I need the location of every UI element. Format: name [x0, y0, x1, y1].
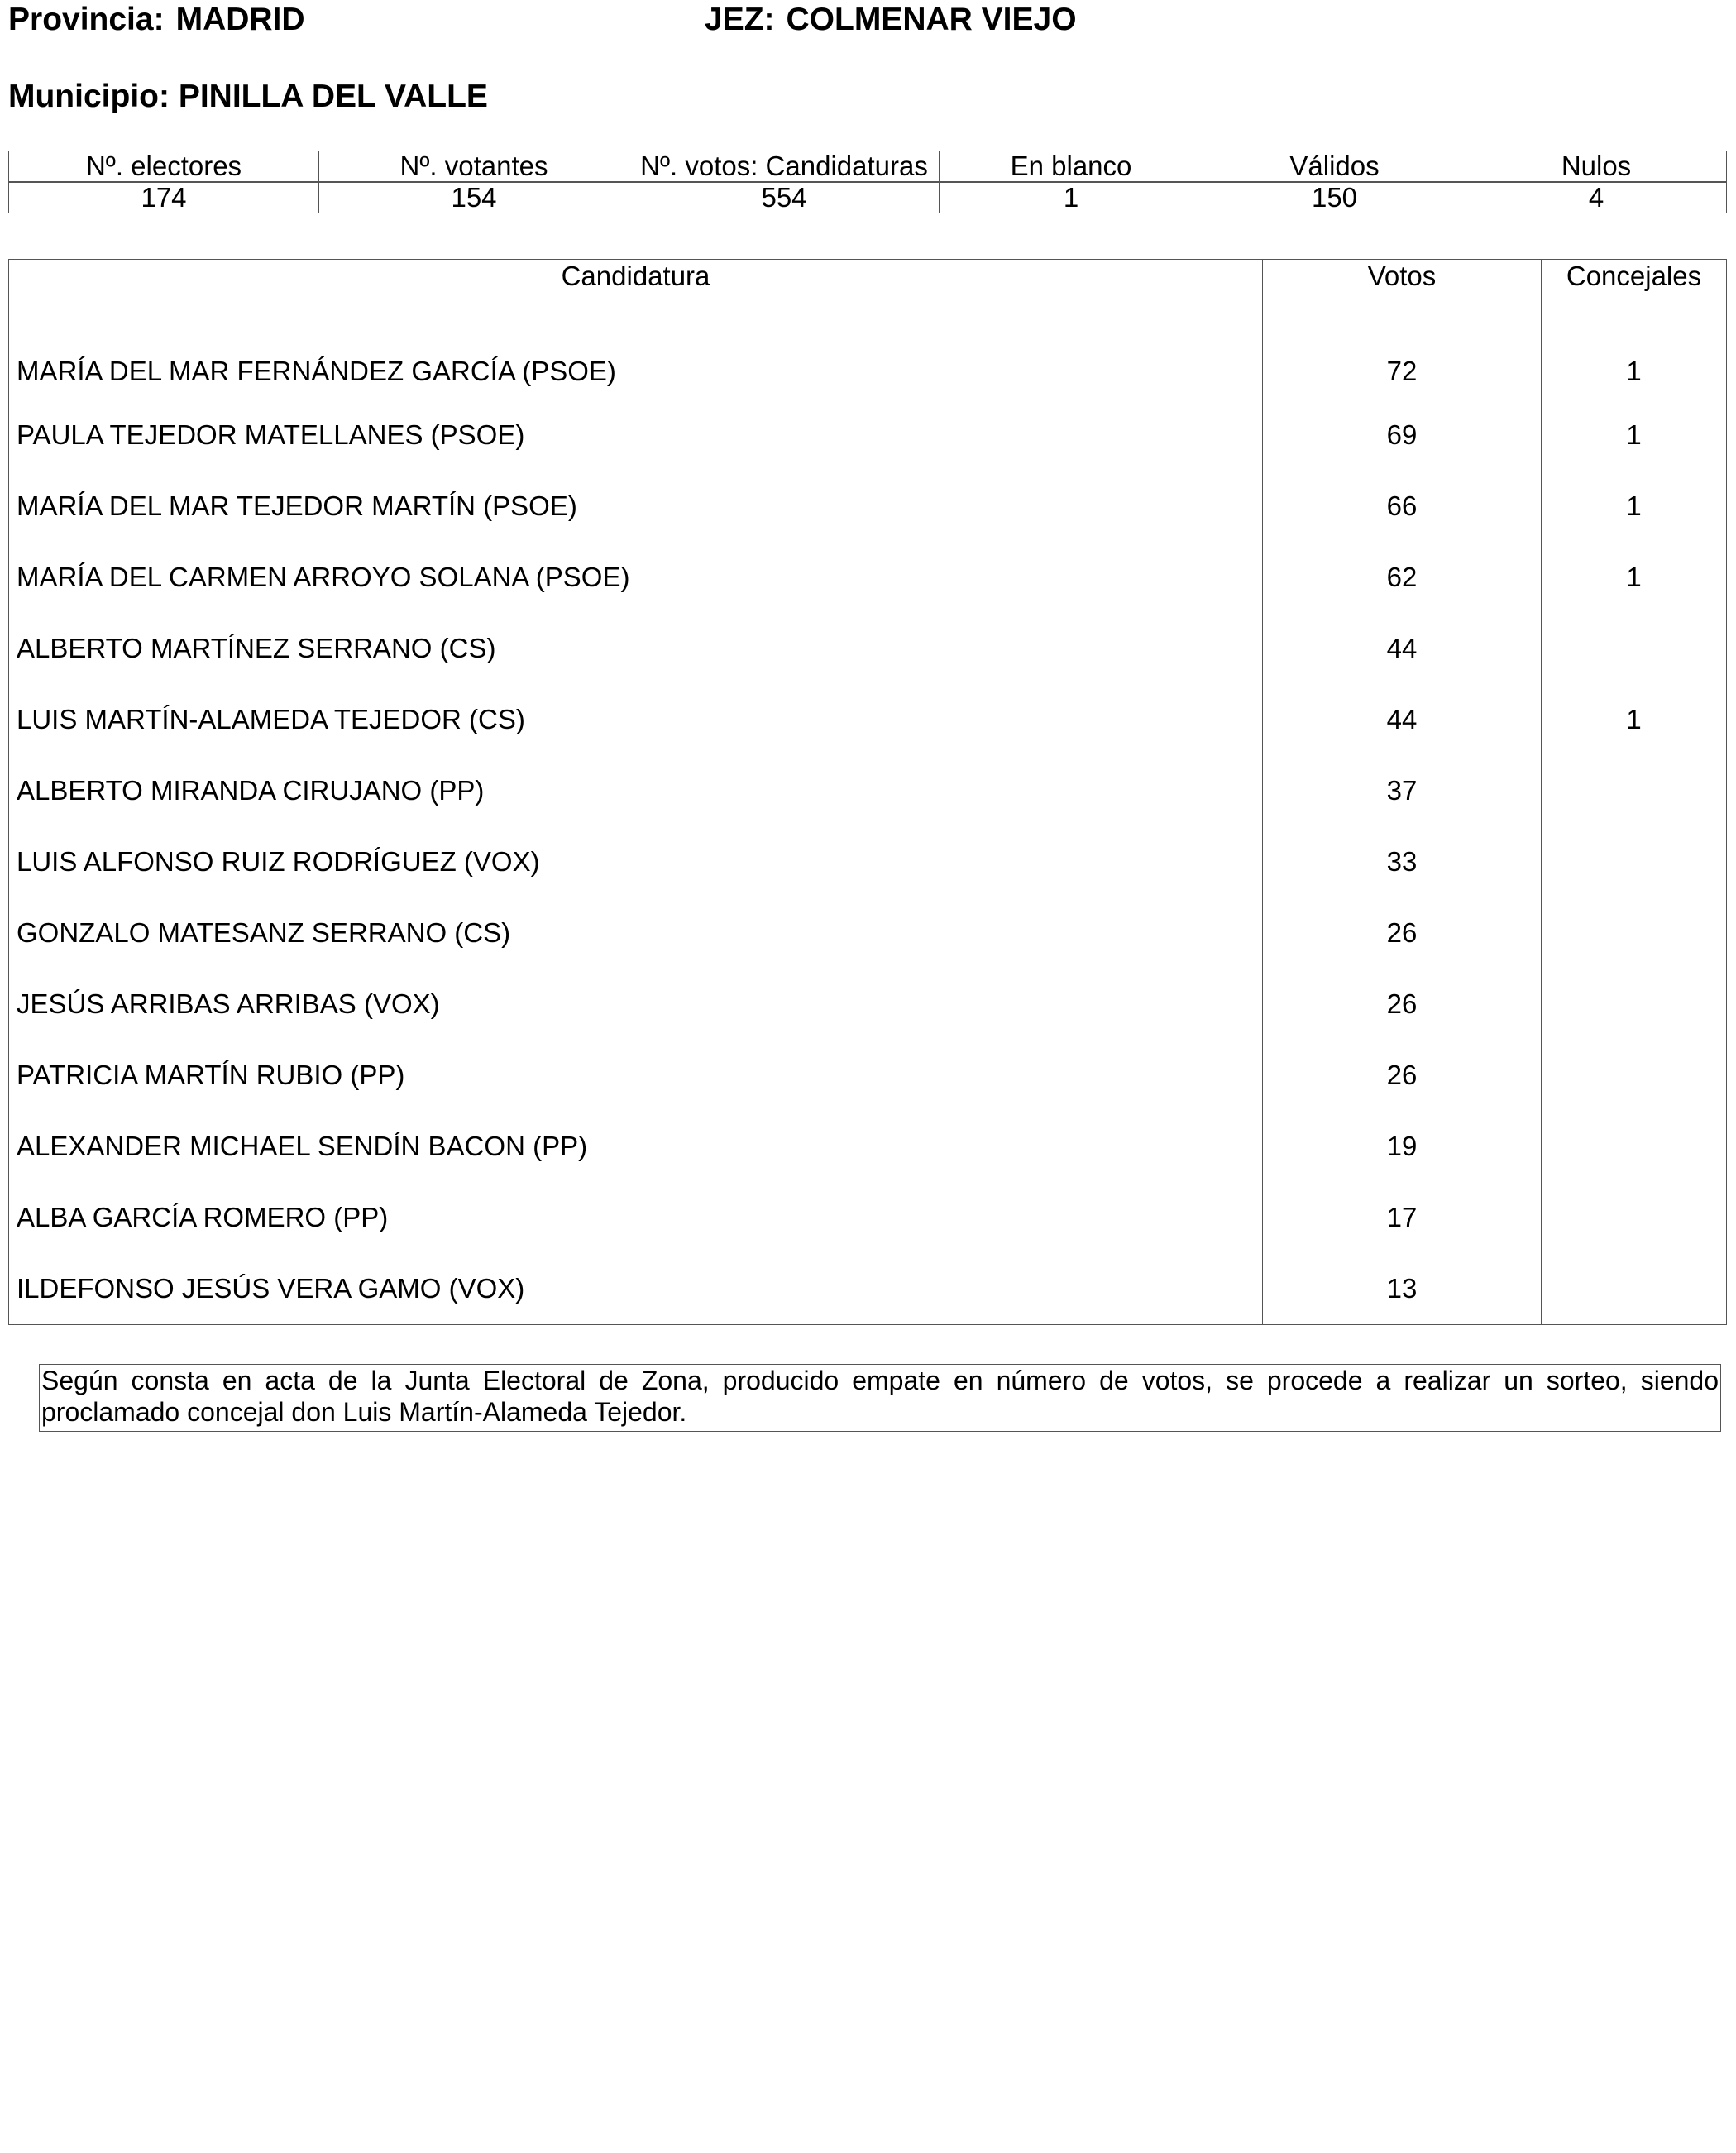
candidate-row	[9, 400, 1727, 471]
candidate-votes: 66	[1263, 471, 1542, 542]
candidate-row	[9, 684, 1727, 755]
summary-header-cell: Nulos	[1466, 151, 1727, 182]
summary-value-cell: 4	[1466, 183, 1727, 213]
provincia-heading	[8, 0, 305, 40]
candidate-concejales	[1542, 897, 1727, 969]
summary-header-cell: Nº. votos: Candidaturas	[629, 151, 940, 182]
candidate-name: MARÍA DEL CARMEN ARROYO SOLANA (PSOE)	[9, 542, 1263, 613]
candidate-votes: 17	[1263, 1182, 1542, 1253]
municipio-value: PINILLA DEL VALLE	[178, 79, 488, 114]
summary-value-cell: 154	[319, 183, 629, 213]
candidate-row	[9, 1182, 1727, 1253]
candidate-concejales: 1	[1542, 400, 1727, 471]
candidate-votes: 26	[1263, 1040, 1542, 1111]
candidate-row	[9, 897, 1727, 969]
candidate-concejales	[1542, 1040, 1727, 1111]
candidate-row	[9, 755, 1727, 826]
candidate-row	[9, 1040, 1727, 1111]
tie-note: Según consta en acta de la Junta Electoral de Zona, producido empate en número de votos, se procede a realizar un sorteo, siendo proclamado concejal don Luis Martín-Alameda Tejedor.	[39, 1364, 1721, 1432]
candidate-row	[9, 542, 1727, 613]
candidate-row	[9, 613, 1727, 684]
candidate-row	[9, 328, 1727, 400]
candidate-row	[9, 826, 1727, 897]
candidate-votes: 19	[1263, 1111, 1542, 1182]
candidate-name: LUIS MARTÍN-ALAMEDA TEJEDOR (CS)	[9, 684, 1263, 755]
candidate-votes: 33	[1263, 826, 1542, 897]
candidate-votes: 62	[1263, 542, 1542, 613]
candidate-name: MARÍA DEL MAR FERNÁNDEZ GARCÍA (PSOE)	[9, 328, 1263, 400]
concejales-header: Concejales	[1542, 260, 1727, 328]
provincia-label: Provincia:	[8, 2, 165, 37]
provincia-value: MADRID	[175, 2, 305, 37]
summary-header-row	[9, 151, 1727, 182]
candidate-row	[9, 471, 1727, 542]
candidates-header-row	[9, 260, 1727, 328]
summary-value-cell: 174	[9, 183, 319, 213]
candidates-table	[8, 259, 1727, 1325]
candidate-votes: 69	[1263, 400, 1542, 471]
summary-header-cell: Válidos	[1203, 151, 1466, 182]
summary-value-cell: 150	[1203, 183, 1466, 213]
jez-value: COLMENAR VIEJO	[786, 2, 1077, 37]
candidate-votes: 26	[1263, 897, 1542, 969]
candidate-votes: 13	[1263, 1253, 1542, 1325]
candidate-concejales	[1542, 1182, 1727, 1253]
candidate-name: GONZALO MATESANZ SERRANO (CS)	[9, 897, 1263, 969]
candidate-concejales	[1542, 755, 1727, 826]
candidate-concejales: 1	[1542, 328, 1727, 400]
candidate-concejales	[1542, 613, 1727, 684]
candidate-name: JESÚS ARRIBAS ARRIBAS (VOX)	[9, 969, 1263, 1040]
summary-table	[8, 151, 1727, 213]
candidate-votes: 26	[1263, 969, 1542, 1040]
candidate-name: ALBA GARCÍA ROMERO (PP)	[9, 1182, 1263, 1253]
candidate-concejales	[1542, 826, 1727, 897]
candidate-votes: 37	[1263, 755, 1542, 826]
municipio-heading	[8, 77, 488, 117]
candidate-concejales	[1542, 1111, 1727, 1182]
candidate-concejales	[1542, 1253, 1727, 1325]
summary-header-cell: Nº. votantes	[319, 151, 629, 182]
summary-value-row	[9, 183, 1727, 213]
candidate-name: ALBERTO MIRANDA CIRUJANO (PP)	[9, 755, 1263, 826]
candidate-concejales	[1542, 969, 1727, 1040]
candidate-votes: 44	[1263, 613, 1542, 684]
candidate-name: PATRICIA MARTÍN RUBIO (PP)	[9, 1040, 1263, 1111]
votos-header: Votos	[1263, 260, 1542, 328]
summary-value-cell: 554	[629, 183, 940, 213]
candidate-row	[9, 969, 1727, 1040]
candidate-concejales: 1	[1542, 471, 1727, 542]
candidate-name: ILDEFONSO JESÚS VERA GAMO (VOX)	[9, 1253, 1263, 1325]
candidate-name: LUIS ALFONSO RUIZ RODRÍGUEZ (VOX)	[9, 826, 1263, 897]
candidate-votes: 44	[1263, 684, 1542, 755]
candidate-concejales: 1	[1542, 542, 1727, 613]
candidate-concejales: 1	[1542, 684, 1727, 755]
candidate-row	[9, 1111, 1727, 1182]
jez-heading	[705, 0, 1077, 40]
candidatura-header: Candidatura	[9, 260, 1263, 328]
candidate-name: MARÍA DEL MAR TEJEDOR MARTÍN (PSOE)	[9, 471, 1263, 542]
jez-label: JEZ:	[705, 2, 775, 37]
candidate-name: ALBERTO MARTÍNEZ SERRANO (CS)	[9, 613, 1263, 684]
candidate-row	[9, 1253, 1727, 1325]
candidate-name: ALEXANDER MICHAEL SENDÍN BACON (PP)	[9, 1111, 1263, 1182]
candidate-votes: 72	[1263, 328, 1542, 400]
summary-value-cell: 1	[940, 183, 1203, 213]
summary-header-cell: Nº. electores	[9, 151, 319, 182]
summary-header-cell: En blanco	[940, 151, 1203, 182]
municipio-label: Municipio:	[8, 79, 170, 114]
candidate-name: PAULA TEJEDOR MATELLANES (PSOE)	[9, 400, 1263, 471]
